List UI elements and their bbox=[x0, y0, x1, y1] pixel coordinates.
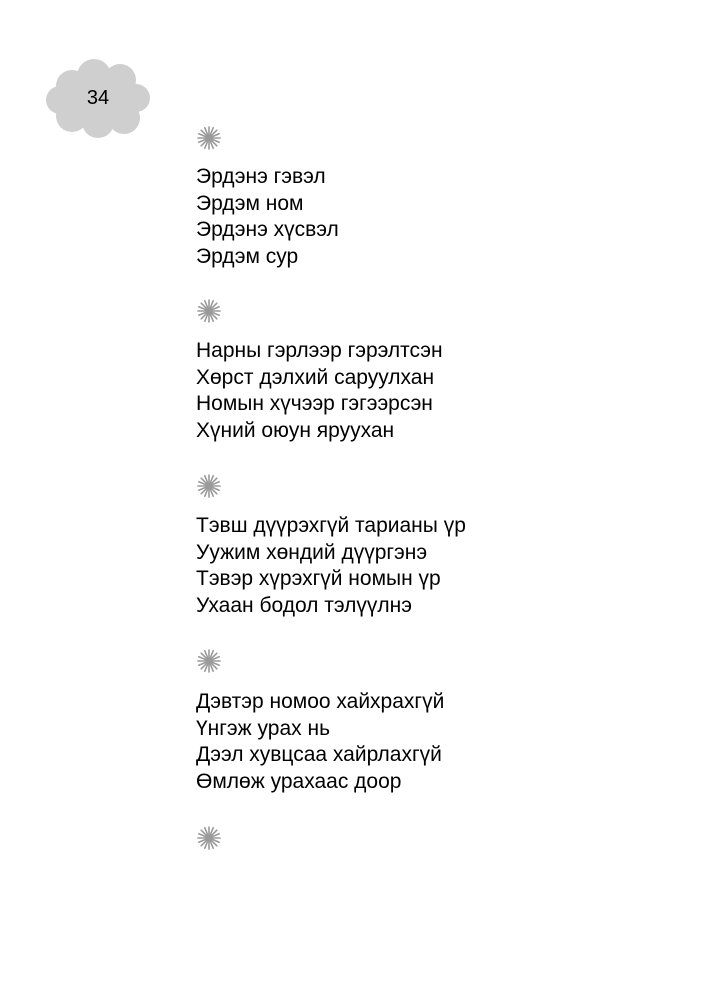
verse-line: Ухаан бодол тэлүүлнэ bbox=[196, 593, 412, 617]
verse-line: Уужим хөндий дүүргэнэ bbox=[196, 540, 428, 564]
verse-1 bbox=[196, 164, 339, 270]
verse-line: Тэвш дүүрэхгүй тарианы үр bbox=[196, 514, 466, 537]
verse-line: Өмлөж урахаас доор bbox=[196, 769, 402, 793]
verse-2 bbox=[196, 338, 443, 444]
verse-line: Дээл хувцсаа хайрлахгүй bbox=[196, 743, 442, 766]
verse-line: Эрдэм сур bbox=[196, 244, 299, 268]
verse-line: Үнгэж урах нь bbox=[196, 716, 331, 740]
verse-3 bbox=[196, 513, 466, 619]
page-number: 34 bbox=[86, 87, 110, 109]
verse-line: Эрдэнэ гэвэл bbox=[196, 165, 326, 188]
verse-line: Дэвтэр номоо хайхрахгүй bbox=[196, 690, 445, 713]
verse-line: Хөрст дэлхий саруулхан bbox=[196, 365, 435, 389]
verse-line: Нарны гэрлээр гэрэлтсэн bbox=[196, 339, 443, 362]
star-divider-icon bbox=[196, 298, 222, 324]
star-divider-icon bbox=[196, 473, 222, 499]
verse-4 bbox=[196, 689, 444, 795]
verse-line: Тэвэр хүрэхгүй номын үр bbox=[196, 567, 441, 590]
page-number-cloud bbox=[44, 56, 152, 140]
verse-line: Номын хүчээр гэгээрсэн bbox=[196, 392, 433, 415]
verse-line: Эрдэнэ хүсвэл bbox=[196, 218, 339, 241]
verse-line: Хүний оюун яруухан bbox=[196, 418, 395, 442]
star-divider-icon bbox=[196, 648, 222, 674]
verse-line: Эрдэм ном bbox=[196, 191, 304, 215]
star-divider-icon bbox=[196, 825, 222, 851]
star-divider-icon bbox=[196, 125, 222, 151]
